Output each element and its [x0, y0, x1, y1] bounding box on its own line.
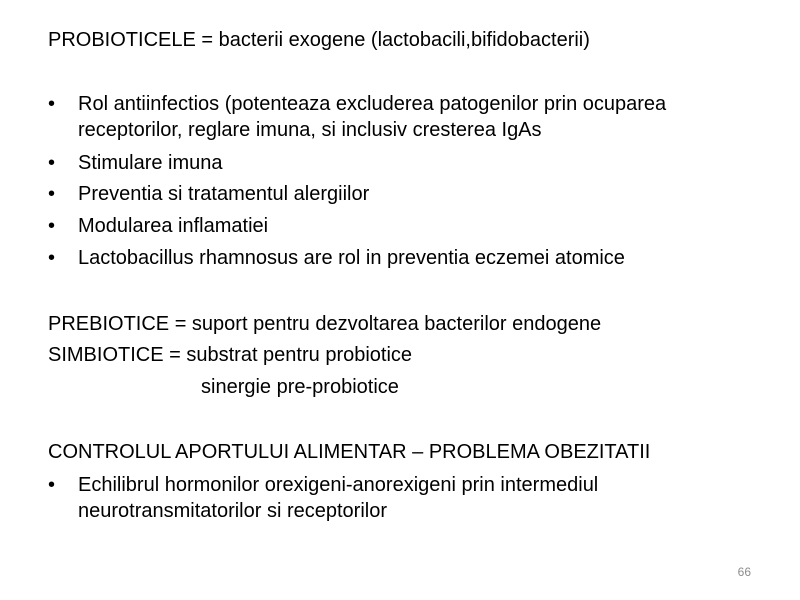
- bullet-text: Rol antiinfectios (potenteaza excluderea patogenilor prin ocuparea receptorilor, reglare imuna, si inclusiv cresterea IgAs: [78, 93, 667, 141]
- bullet-item-inflammation-modulation: [48, 213, 768, 239]
- bullet-item-hormone-balance: [48, 472, 768, 524]
- page-number: 66: [737, 565, 751, 579]
- bullet-item-antiinfective-role: [48, 91, 768, 143]
- bullet-item-lactobacillus: [48, 245, 768, 271]
- bullet-text: Modularea inflamatiei: [78, 215, 269, 237]
- bullet-icon: •: [48, 247, 56, 269]
- bullet-item-allergy-prevention: [48, 181, 768, 207]
- probiotics-heading: PROBIOTICELE = bacterii exogene (lactobacili,bifidobacterii): [48, 29, 590, 51]
- bullet-text: Lactobacillus rhamnosus are rol in preventia eczemei atomice: [78, 247, 625, 269]
- bullet-item-immune-stimulation: [48, 150, 768, 176]
- bullet-text: Preventia si tratamentul alergiilor: [78, 183, 370, 205]
- bullet-icon: •: [48, 215, 56, 237]
- prebiotics-line: PREBIOTICE = suport pentru dezvoltarea bacterilor endogene: [48, 313, 602, 335]
- symbiotics-line-continuation: sinergie pre-probiotice: [201, 376, 399, 398]
- bullet-icon: •: [48, 183, 56, 205]
- bullet-icon: •: [48, 152, 56, 174]
- symbiotics-line: SIMBIOTICE = substrat pentru probiotice: [48, 344, 413, 366]
- control-heading: CONTROLUL APORTULUI ALIMENTAR – PROBLEMA OBEZITATII: [48, 441, 651, 463]
- bullet-text: Echilibrul hormonilor orexigeni-anorexigeni prin intermediul neurotransmitatorilor si receptorilor: [78, 474, 599, 522]
- bullet-icon: •: [48, 474, 56, 496]
- bullet-text: Stimulare imuna: [78, 152, 223, 174]
- bullet-icon: •: [48, 93, 56, 115]
